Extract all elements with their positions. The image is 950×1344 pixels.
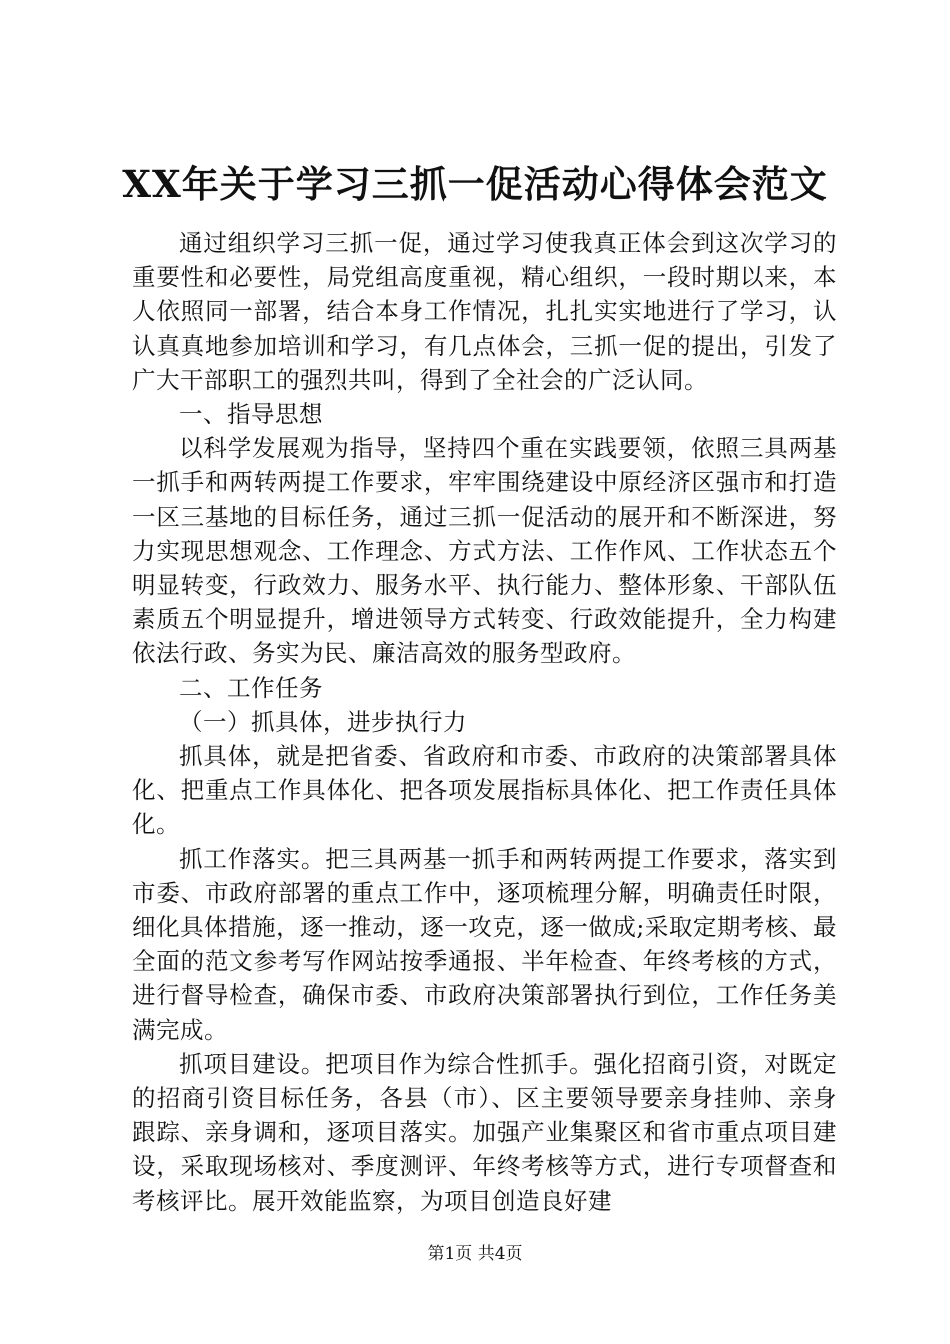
document-title: XX年关于学习三抓一促活动心得体会范文 bbox=[122, 162, 828, 206]
heading-guiding-ideology: 一、指导思想 bbox=[179, 400, 323, 429]
paragraph-project-construction: 抓项目建设。把项目作为综合性抓手。强化招商引资，对既定的招商引资目标任务，各县（市）、区主要领导要亲身挂帅、亲身跟踪、亲身调和，逐项目落实。加强产业集聚区和省市重点项目建设，采取现场核对、季度测评、年终考核等方式，进行专项督查和考核评比。展开效能监察，为项目创造良好建 bbox=[132, 1049, 837, 1215]
paragraph-work-implementation: 抓工作落实。把三具两基一抓手和两转两提工作要求，落实到市委、市政府部署的重点工作中，逐项梳理分解，明确责任时限，细化具体措施，逐一推动，逐一攻克，逐一做成;采取定期考核、最全面的范文参考写作网站按季通报、半年检查、年终考核的方式，进行督导检查，确保市委、市政府决策部署执行到位，工作任务美满完成。 bbox=[132, 844, 837, 1044]
page-footer: 第1页 共4页 bbox=[427, 1244, 523, 1264]
subheading-concrete: （一）抓具体，进步执行力 bbox=[179, 707, 467, 736]
paragraph-intro: 通过组织学习三抓一促，通过学习使我真正体会到这次学习的重要性和必要性，局党组高度重视，精心组织，一段时期以来，本人依照同一部署，结合本身工作情况，扎扎实实地进行了学习，认认真真地参加培训和学习，有几点体会，三抓一促的提出，引发了广大干部职工的强烈共叫，得到了全社会的广泛认同。 bbox=[132, 229, 837, 394]
document-body bbox=[132, 226, 837, 1218]
paragraph-guiding-ideology: 以科学发展观为指导，坚持四个重在实践要领，依照三具两基一抓手和两转两提工作要求，牢牢围绕建设中原经济区强市和打造一区三基地的目标任务，通过三抓一促活动的展开和不断深进，努力实现思想观念、工作理念、方式方法、工作作风、工作状态五个明显转变，行政效力、服务水平、执行能力、整体形象、干部队伍素质五个明显提升，增进领导方式转变、行政效能提升，全力构建依法行政、务实为民、廉洁高效的服务型政府。 bbox=[132, 434, 837, 668]
heading-work-tasks: 二、工作任务 bbox=[179, 673, 323, 702]
paragraph-concrete: 抓具体，就是把省委、省政府和市委、市政府的决策部署具体化、把重点工作具体化、把各项发展指标具体化、把工作责任具体化。 bbox=[132, 742, 837, 839]
